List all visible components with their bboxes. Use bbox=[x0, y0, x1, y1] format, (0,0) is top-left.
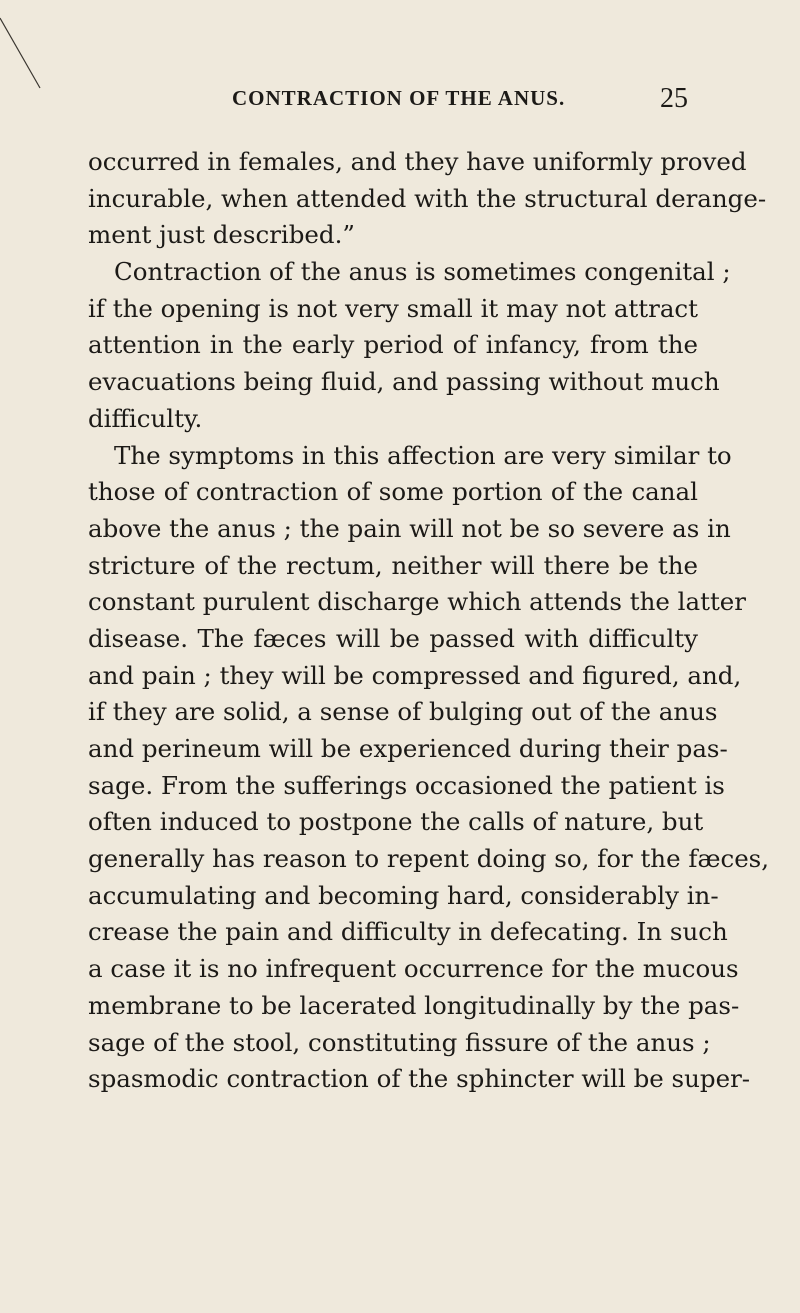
text-line: attention in the early period of infancy, from the bbox=[88, 330, 698, 360]
text-line: crease the pain and difficulty in defecating. In such bbox=[88, 917, 728, 947]
text-line: incurable, when attended with the structural derange- bbox=[88, 183, 767, 213]
text-line: Contraction of the anus is sometimes congenital ; bbox=[114, 257, 731, 287]
running-head: CONTRACTION OF THE ANUS. bbox=[232, 86, 566, 110]
text-line: occurred in females, and they have uniformly proved bbox=[88, 147, 747, 176]
text-line: if the opening is not very small it may not attract bbox=[88, 293, 698, 323]
text-line: a case it is no infrequent occurrence for the mucous bbox=[88, 954, 739, 984]
text-line: sage. From the sufferings occasioned the patient is bbox=[88, 770, 725, 800]
text-line: those of contraction of some portion of the canal bbox=[88, 477, 698, 507]
text-line: spasmodic contraction of the sphincter will be super- bbox=[88, 1064, 751, 1094]
text-line: ment just described.” bbox=[88, 220, 355, 250]
body-text bbox=[88, 144, 770, 1098]
text-line: evacuations being fluid, and passing without much bbox=[88, 367, 720, 397]
text-line: above the anus ; the pain will not be so severe as in bbox=[88, 513, 731, 543]
text-line: and perineum will be experienced during their pas- bbox=[88, 734, 728, 763]
text-line: generally has reason to repent doing so, for the fæces, bbox=[88, 844, 770, 874]
page-number: 25 bbox=[660, 83, 688, 114]
text-line: often induced to postpone the calls of nature, but bbox=[88, 807, 704, 837]
text-line: sage of the stool, constituting fissure of the anus ; bbox=[88, 1027, 711, 1057]
page-header bbox=[88, 83, 688, 116]
text-line: stricture of the rectum, neither will there be the bbox=[88, 550, 698, 580]
text-line: difficulty. bbox=[88, 403, 203, 433]
page-edge-mark bbox=[0, 0, 60, 100]
text-line: membrane to be lacerated longitudinally by the pas- bbox=[88, 990, 740, 1020]
text-line: disease. The fæces will be passed with difficulty bbox=[88, 623, 698, 653]
text-line: The symptoms in this affection are very similar to bbox=[114, 440, 732, 470]
text-line: constant purulent discharge which attends the latter bbox=[88, 587, 747, 617]
text-line: and pain ; they will be compressed and figured, and, bbox=[88, 660, 742, 690]
text-line: if they are solid, a sense of bulging out of the anus bbox=[88, 697, 718, 727]
text-line: accumulating and becoming hard, considerably in- bbox=[88, 880, 719, 910]
